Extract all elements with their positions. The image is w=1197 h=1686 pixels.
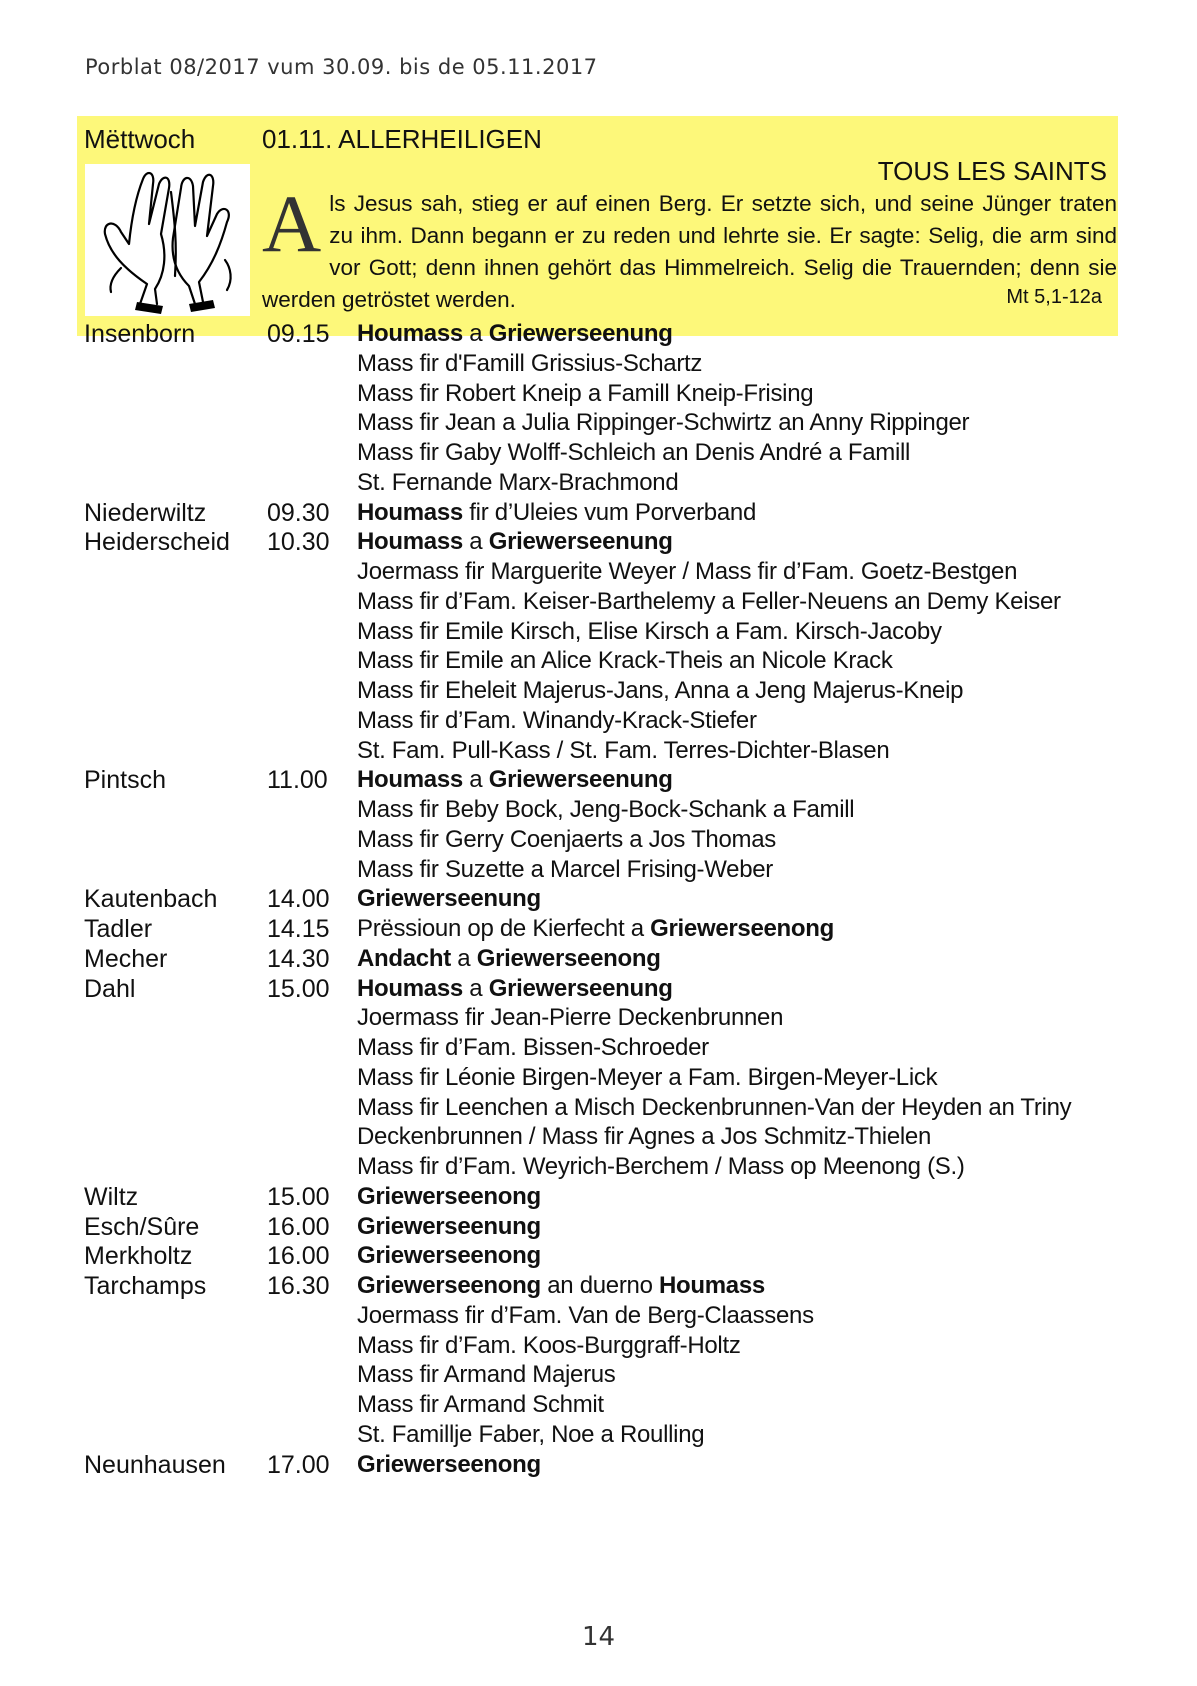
schedule-row [0, 1330, 1197, 1362]
intention-text: Mass fir Armand Schmit [357, 1391, 604, 1418]
intention-text: a [462, 974, 489, 1002]
mass-intention [357, 1270, 765, 1302]
intention-text: Mass fir Eheleit Majerus-Jans, Anna a Jeng Majerus-Kneip [357, 677, 964, 704]
mass-intention [357, 973, 673, 1005]
schedule-row [0, 764, 1197, 796]
intention-text: Joermass fir Jean-Pierre Deckenbrunnen [357, 1004, 784, 1032]
service-type: Griewerseenung [488, 974, 673, 1002]
mass-intention [357, 913, 834, 945]
mass-intention [357, 467, 678, 499]
gospel-reference: Mt 5,1-12a [1006, 286, 1102, 308]
intention-text: Deckenbrunnen / Mass fir Agnes a Jos Schmitz-Thielen [357, 1123, 932, 1151]
feast-title-fr: TOUS LES SAINTS [877, 156, 1107, 186]
schedule-row [0, 407, 1197, 439]
schedule-row [0, 645, 1197, 677]
mass-intention [357, 1092, 1071, 1124]
schedule-row [0, 467, 1197, 499]
mass-intention [357, 735, 889, 767]
schedule-row [0, 1300, 1197, 1332]
intention-text: Mass fir Leenchen a Misch Deckenbrunnen-Van der Heyden an Triny [357, 1093, 1072, 1121]
mass-intention [357, 1211, 541, 1243]
intention-text: Joermass fir d’Fam. Van de Berg-Claassens [357, 1301, 814, 1329]
schedule-row [0, 318, 1197, 350]
mass-intention [357, 318, 673, 350]
place-name: Mecher [84, 944, 168, 973]
schedule-row [0, 1419, 1197, 1451]
intention-text: Mass fir Armand Majerus [357, 1361, 616, 1389]
schedule-row [0, 1449, 1197, 1481]
place-name: Heiderscheid [84, 528, 230, 557]
mass-intention [357, 1359, 616, 1391]
service-type: Griewerseenong [650, 915, 834, 942]
schedule-row [0, 497, 1197, 529]
service-type: Houmass [357, 498, 463, 526]
service-type: Houmass [357, 528, 463, 556]
schedule-row [0, 1211, 1197, 1243]
mass-intention [357, 675, 963, 707]
mass-time: 09.15 [267, 320, 330, 348]
schedule-row [0, 943, 1197, 975]
mass-intention [357, 1032, 709, 1064]
intention-text: fir d’Uleies vum Porverband [462, 498, 756, 526]
intention-text: Mass fir Gerry Coenjaerts a Jos Thomas [357, 825, 776, 853]
praying-hands-icon [85, 164, 250, 316]
feast-title: 01.11. ALLERHEILIGEN [262, 124, 542, 154]
gospel-text [262, 178, 1117, 316]
intention-text: Mass fir Emile Kirsch, Elise Kirsch a Fam. Kirsch-Jacoby [357, 617, 942, 645]
mass-intention [357, 1181, 541, 1213]
gospel-body: ls Jesus sah, stieg er auf einen Berg. Er setzte sich, und seine Jünger traten zu ihm. Dann begann er zu reden und lehrte sie. Er sagte: Selig, die arm sind vor Gott; denn ihnen gehört das Himmelreich. Selig die Trauernden; denn sie werden getröstet werden. [262, 191, 1117, 312]
mass-intention [357, 1419, 704, 1451]
mass-intention [357, 407, 969, 439]
mass-intention [357, 645, 893, 677]
schedule-row [0, 1002, 1197, 1034]
intention-text: Mass fir d’Fam. Keiser-Barthelemy a Feller-Neuens an Demy Keiser [357, 587, 1061, 615]
mass-time: 15.00 [267, 974, 330, 1003]
intention-text: St. Fernande Marx-Brachmond [357, 468, 679, 496]
intention-text: Mass fir Beby Bock, Jeng-Bock-Schank a Famill [357, 796, 855, 823]
mass-intention [357, 616, 942, 648]
place-name: Esch/Sûre [84, 1212, 200, 1241]
service-type: Griewerseenung [488, 766, 673, 794]
page-number: 14 [581, 1622, 616, 1652]
intention-text: Mass fir Robert Kneip a Famill Kneip-Frising [357, 379, 814, 407]
mass-intention [357, 1300, 814, 1332]
service-type: Griewerseenong [357, 1450, 541, 1478]
feast-box [77, 116, 1118, 336]
mass-intention [357, 824, 776, 856]
schedule-row [0, 526, 1197, 558]
mass-intention [357, 497, 756, 529]
schedule-row [0, 735, 1197, 767]
service-type: Houmass [357, 766, 463, 794]
mass-time: 17.00 [267, 1450, 330, 1479]
mass-intention [357, 854, 773, 886]
praying-hands-illustration [85, 164, 250, 316]
schedule-row [0, 348, 1197, 380]
intention-text: a [462, 528, 489, 556]
schedule-row [0, 675, 1197, 707]
schedule-row [0, 883, 1197, 915]
weekday: Mëttwoch [84, 124, 196, 154]
place-name: Kautenbach [84, 885, 218, 914]
mass-intention [357, 764, 673, 796]
service-type: Griewerseenong [357, 1182, 541, 1210]
service-type: Griewerseenong [357, 1242, 541, 1270]
mass-intention [357, 1002, 783, 1034]
mass-time: 14.30 [267, 944, 330, 973]
service-type: Andacht [357, 944, 451, 972]
intention-text: Mass fir Jean a Julia Rippinger-Schwirtz an Anny Rippinger [357, 409, 970, 437]
schedule-row [0, 378, 1197, 410]
schedule-row [0, 1092, 1197, 1124]
schedule-row [0, 854, 1197, 886]
intention-text: an duerno [540, 1272, 660, 1299]
service-type: Griewerseenung [357, 885, 541, 913]
place-name: Pintsch [84, 766, 166, 795]
intention-text: Mass fir Gaby Wolff-Schleich an Denis André a Famill [357, 439, 911, 466]
service-type: Griewerseenong [476, 944, 661, 972]
mass-time: 10.30 [267, 528, 330, 557]
mass-intention [357, 586, 1061, 618]
mass-intention [357, 1121, 931, 1153]
intention-text: Mass fir Emile an Alice Krack-Theis an Nicole Krack [357, 647, 893, 675]
intention-text: Mass fir Léonie Birgen-Meyer a Fam. Birgen-Meyer-Lick [357, 1063, 938, 1091]
mass-intention [357, 1330, 741, 1362]
mass-time: 14.15 [267, 915, 330, 943]
drop-cap: A [262, 178, 322, 269]
place-name: Insenborn [84, 320, 196, 348]
place-name: Dahl [84, 974, 136, 1003]
mass-time: 11.00 [267, 766, 328, 795]
schedule-row [0, 1032, 1197, 1064]
place-name: Wiltz [84, 1182, 139, 1211]
schedule-row [0, 1151, 1197, 1183]
mass-time: 16.30 [267, 1272, 330, 1300]
intention-text: Prëssioun op de Kierfecht a [357, 915, 651, 942]
mass-time: 15.00 [267, 1182, 330, 1211]
mass-intention [357, 794, 854, 826]
schedule-row [0, 1240, 1197, 1272]
intention-text: Mass fir Suzette a Marcel Frising-Weber [357, 855, 773, 883]
schedule-row [0, 973, 1197, 1005]
mass-intention [357, 883, 541, 915]
schedule-row [0, 1359, 1197, 1391]
intention-text: a [462, 766, 489, 794]
service-type: Houmass [357, 320, 463, 347]
schedule-row [0, 1389, 1197, 1421]
intention-text: Joermass fir Marguerite Weyer / Mass fir d’Fam. Goetz-Bestgen [357, 558, 1018, 585]
mass-time: 16.00 [267, 1242, 330, 1271]
intention-text: St. Famillje Faber, Noe a Roulling [357, 1420, 705, 1448]
bulletin-header: Porblat 08/2017 vum 30.09. bis de 05.11.2017 [85, 55, 598, 79]
schedule-row [0, 586, 1197, 618]
place-name: Neunhausen [84, 1450, 226, 1479]
mass-intention [357, 1240, 541, 1272]
mass-time: 09.30 [267, 498, 330, 527]
schedule-row [0, 1121, 1197, 1153]
mass-intention [357, 437, 910, 469]
mass-intention [357, 378, 813, 410]
intention-text: a [450, 944, 477, 972]
intention-text: St. Fam. Pull-Kass / St. Fam. Terres-Dichter-Blasen [357, 736, 890, 764]
schedule-row [0, 437, 1197, 469]
mass-intention [357, 1062, 937, 1094]
schedule-row [0, 1181, 1197, 1213]
mass-intention [357, 526, 673, 558]
schedule-row [0, 824, 1197, 856]
mass-intention [357, 1151, 965, 1183]
service-type: Houmass [659, 1272, 765, 1299]
schedule-row [0, 913, 1197, 945]
place-name: Merkholtz [84, 1242, 193, 1271]
schedule-row [0, 556, 1197, 588]
service-type: Houmass [357, 974, 463, 1002]
service-type: Griewerseenung [357, 1212, 541, 1240]
place-name: Niederwiltz [84, 498, 207, 527]
schedule-row [0, 616, 1197, 648]
mass-time: 16.00 [267, 1212, 330, 1241]
mass-intention [357, 705, 757, 737]
mass-intention [357, 348, 702, 380]
intention-text: Mass fir d’Fam. Winandy-Krack-Stiefer [357, 706, 757, 734]
mass-intention [357, 1389, 604, 1421]
service-type: Griewerseenung [488, 320, 673, 347]
intention-text: Mass fir d’Fam. Bissen-Schroeder [357, 1034, 709, 1061]
intention-text: a [462, 320, 489, 347]
service-type: Griewerseenung [488, 528, 673, 556]
intention-text: Mass fir d’Fam. Koos-Burggraff-Holtz [357, 1331, 741, 1359]
place-name: Tarchamps [84, 1272, 207, 1300]
schedule-row [0, 705, 1197, 737]
schedule-row [0, 794, 1197, 826]
mass-intention [357, 943, 661, 975]
mass-time: 14.00 [267, 885, 330, 914]
service-type: Griewerseenong [357, 1272, 541, 1299]
place-name: Tadler [84, 915, 153, 943]
schedule-row [0, 1062, 1197, 1094]
intention-text: Mass fir d'Famill Grissius-Schartz [357, 349, 703, 377]
schedule-row [0, 1270, 1197, 1302]
intention-text: Mass fir d’Fam. Weyrich-Berchem / Mass op Meenong (S.) [357, 1153, 965, 1180]
mass-intention [357, 1449, 541, 1481]
mass-intention [357, 556, 1017, 588]
